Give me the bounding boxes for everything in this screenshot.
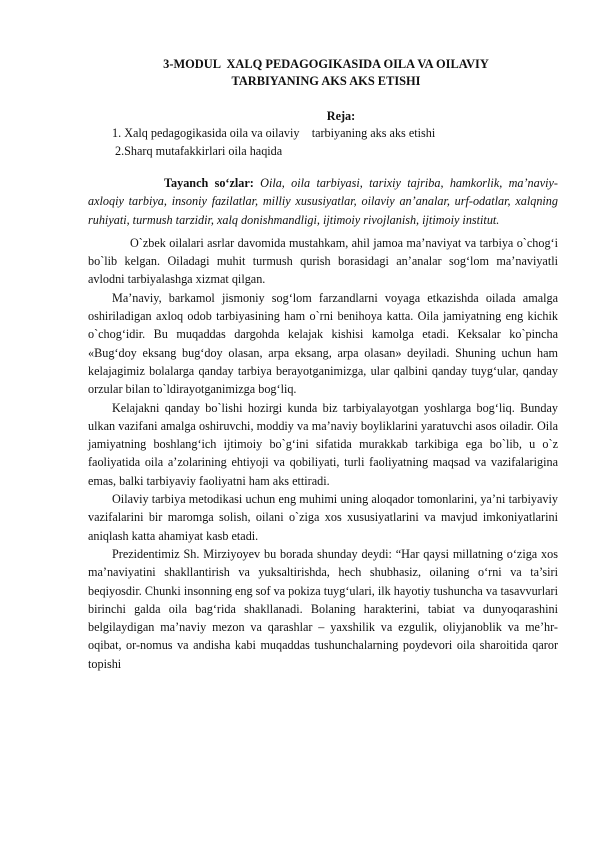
plan-item-1: 1. Xalq pedagogikasida oila va oilaviy tarbiyaning aks aks etishi — [112, 126, 436, 140]
keywords-paragraph — [88, 174, 558, 229]
title-line-1: 3-MODUL XALQ PEDAGOGIKASIDA OILA VA OILAVIY — [163, 57, 489, 71]
module-title — [88, 56, 558, 90]
body-paragraph-4: Oilaviy tarbiya metodikasi uchun eng muhimi uning aloqador tomonlarini, ya’ni tarbiyaviy vazifalarini bir maromga solish, oilani o`ziga xos xususiyatlarini va mavjud imkoniyatlarini aniqlash katta ahamiyat kasb etadi. — [88, 492, 558, 543]
plan-list — [88, 125, 558, 160]
body-paragraph-1: O`zbek oilalari asrlar davomida mustahkam, ahil jamoa ma’naviyat va tarbiya o`chog‘i bo`lib kelgan. Oiladagi muhit turmush qurish borasidagi an’analar sog‘lom ma’naviyatli avlodni tarbiyalashga xizmat qilgan. — [88, 235, 558, 287]
body-paragraph-5: Prezidentimiz Sh. Mirziyoyev bu borada shunday deydi: “Har qaysi millatning o‘ziga xos ma’naviyatini shakllantirish va yuksaltirishda, hech shubhasiz, oilaning o‘rni va ta’siri beqiyosdir. Chunki insonning eng sof va pokiza tuyg‘ulari, ilk hayotiy tushuncha va tasavvurlari birinchi galda oila bag‘rida shakllanadi. Bolaning harakterini, tabiat va dunyoqarashini belgilaydigan ma’naviy mezon va qarashlar – yaxshilik va ezgulik, oliyjanoblik va me’hr-oqibat, or-nomus va andisha kabi muqaddas tushunchalarning poydevori oila sharoitida qaror topishi — [88, 546, 558, 671]
title-line-2: TARBIYANING AKS AKS ETISHI — [231, 74, 421, 88]
body-paragraph-3: Kelajakni qanday bo`lishi hozirgi kunda biz tarbiyalayotgan yoshlarga bog‘liq. Bunday ulkan vazifani amalga oshiruvchi, moddiy va ma’naviy boyliklarini yaratuvchi asos oiladir. Oila jamiyatning boshlang‘ich ijtimoiy bo`g‘ini sifatida murakkab tarkibiga ega bo`lib, u o`z faoliyatida oila a’zolarining ehtiyoji va qobiliyati, turli faoliyatning maqsad va vazifalarigina emas, balki tarbiyaviy faoliyatni ham aks ettiradi. — [88, 400, 558, 488]
document-page — [88, 56, 558, 673]
plan-item-2: 2.Sharq mutafakkirlari oila haqida — [115, 143, 283, 158]
plan-heading: Reja: — [326, 109, 356, 123]
keywords-list: Oila, oila tarbiyasi, tarixiy tajriba, hamkorlik, ma’naviy-axloqiy tarbiya, insoniy fazilatlar, milliy xususiyatlar, oilaviy an’analar, urf-odatlar, xalqning ruhiyati, turmush tarzidir, xalq donishmandligi, ijtimoiy rivojlanish, ijtimoiy institut. — [88, 176, 558, 227]
keywords-label: Tayanch so‘zlar: — [164, 176, 254, 190]
body-paragraph-2: Ma’naviy, barkamol jismoniy sog‘lom farzandlarni voyaga etkazishda oilada amalga oshiriladigan axloq odob tarbiyasining ham o`rni benihoya katta. Oila jamiyatning eng kichik o`chog‘idir. Bu muqaddas dargohda kelajak kishisi kamolga etadi. Keksalar ko`pincha «Bug‘doy eksang bug‘doy olasan, arpa eksang, arpa olasan» deyiladi. Shuning uchun ham kelajagimiz bolalarga qanday tarbiya berayotganimizga, ular qalbini qanday tuyg‘ular, qanday orzular bilan to`ldirayotganimizga bog‘liq. — [88, 290, 558, 397]
